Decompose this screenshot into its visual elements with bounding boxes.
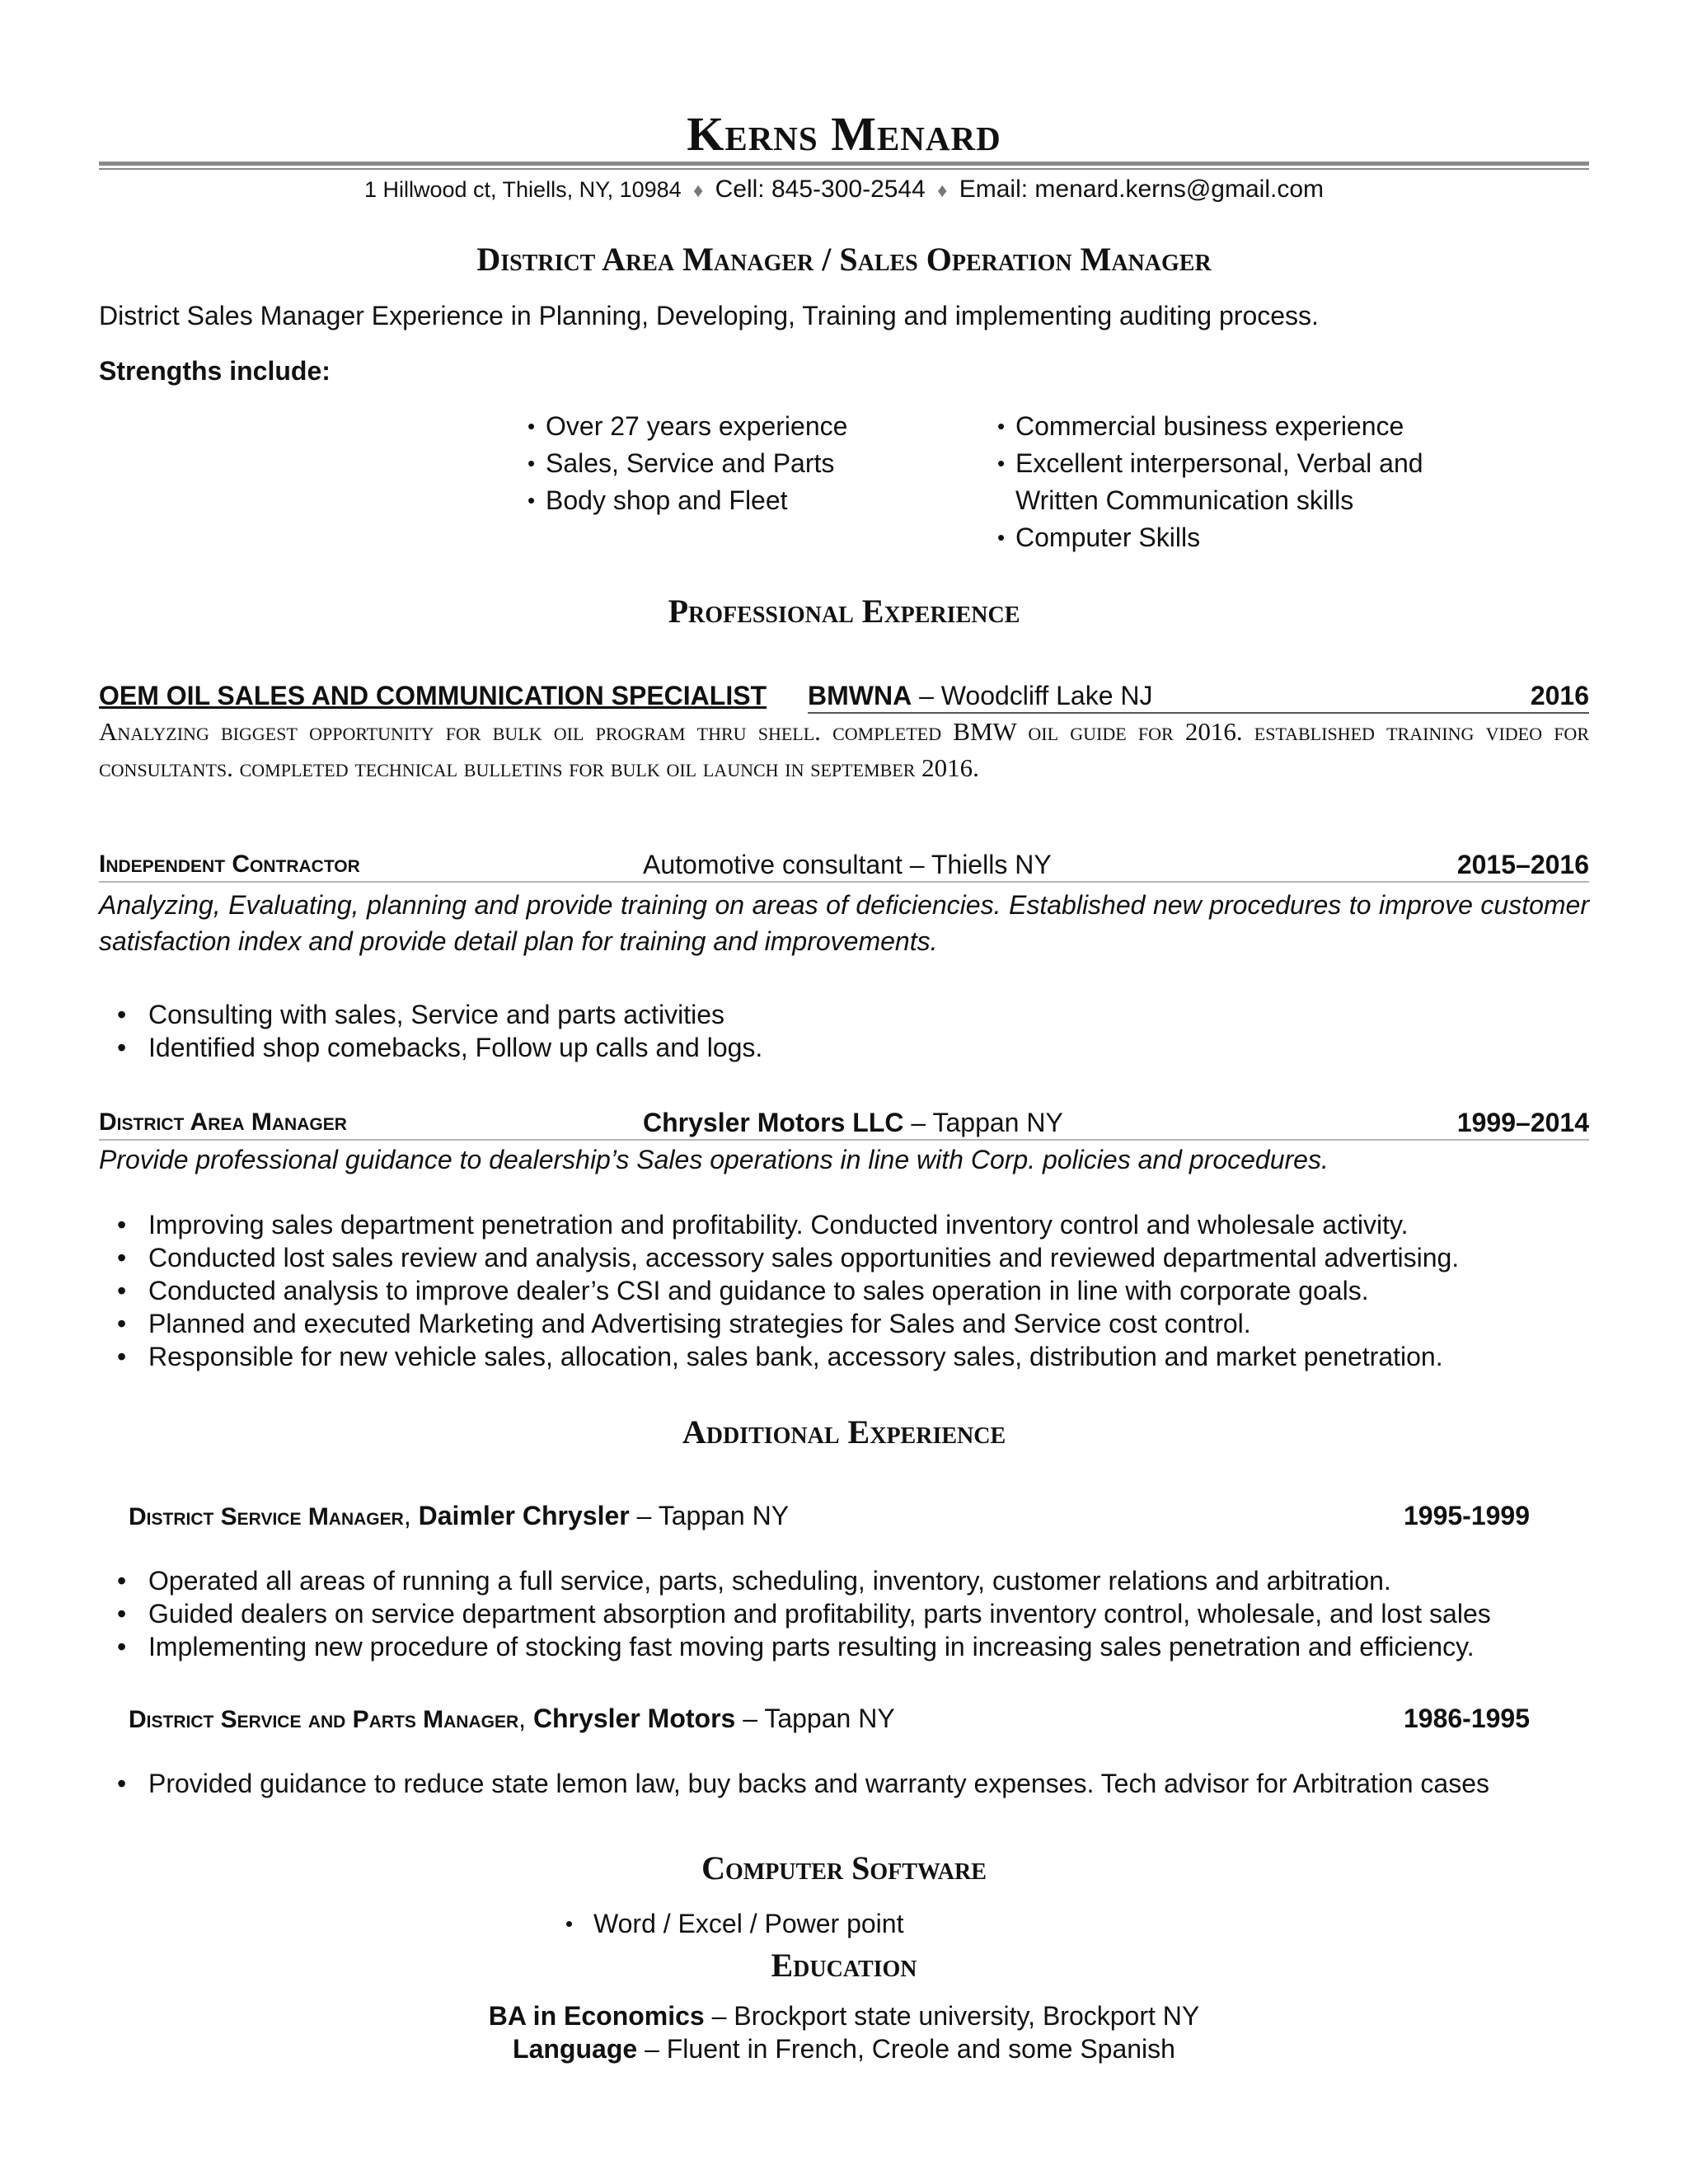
strengths-left-list xyxy=(528,408,847,519)
languages: – Fluent in French, Creole and some Spanish xyxy=(637,2034,1175,2064)
list-item: • Responsible for new vehicle sales, allocation, sales bank, accessory sales, distribution and market penetration. xyxy=(148,1340,1589,1373)
list-item: • Sales, Service and Parts xyxy=(528,445,847,482)
education-language xyxy=(99,2032,1589,2065)
list-item: • Guided dealers on service department absorption and profitability, parts inventory control, wholesale, and lost sales xyxy=(148,1597,1589,1630)
job-title: Independent Contractor xyxy=(99,851,360,878)
job-location: – Tappan NY xyxy=(629,1501,790,1530)
objective-title: District Area Manager / Sales Operation Manager xyxy=(476,241,1212,278)
list-item: • Implementing new procedure of stocking fast moving parts resulting in increasing sales penetration and efficiency. xyxy=(148,1630,1589,1663)
job-years: 1995-1999 xyxy=(1403,1501,1530,1530)
header-rule xyxy=(99,162,1589,166)
job-header xyxy=(99,677,1589,714)
job-years: 2015–2016 xyxy=(1456,850,1589,879)
job-description: Analyzing, Evaluating, planning and provide training on areas of deficiencies. Established new procedures to improve customer satisfaction index and provide detail plan for training and improvements. xyxy=(99,890,1589,956)
contact-line xyxy=(99,173,1589,208)
job-title: District Area Manager xyxy=(99,1108,347,1136)
list-item: • Excellent interpersonal, Verbal and xyxy=(997,445,1423,482)
list-item: • Planned and executed Marketing and Advertising strategies for Sales and Service cost control. xyxy=(148,1307,1589,1340)
resume-page xyxy=(99,0,1589,2184)
list-item: • Identified shop comebacks, Follow up calls and logs. xyxy=(148,1031,1589,1064)
job-header xyxy=(99,846,1589,883)
education-title: Education xyxy=(771,1947,917,1984)
address: 1 Hillwood ct, Thiells, NY, 10984 xyxy=(363,177,682,202)
list-item: • Body shop and Fleet xyxy=(528,482,847,519)
diamond-separator-icon: ♦ xyxy=(693,180,704,202)
software-title: Computer Software xyxy=(701,1849,987,1886)
email: Email: menard.kerns@gmail.com xyxy=(959,176,1325,203)
cell-phone: Cell: 845-300-2544 xyxy=(715,176,926,203)
school: – Brockport state university, Brockport NY xyxy=(704,2001,1200,2031)
list-item: • Consulting with sales, Service and parts activities xyxy=(148,998,1589,1031)
additional-title: Additional Experience xyxy=(682,1413,1006,1451)
job-header-rule xyxy=(99,1139,1589,1141)
degree: BA in Economics xyxy=(488,2001,705,2031)
job-years: 1986-1995 xyxy=(1403,1704,1530,1733)
job-title: District Service Manager xyxy=(129,1503,404,1530)
candidate-name: Kerns Menard xyxy=(687,107,1001,161)
job-header xyxy=(99,1104,1589,1141)
experience-title: Professional Experience xyxy=(668,593,1020,630)
job-company: Chrysler Motors xyxy=(532,1704,736,1733)
education-degree xyxy=(99,1999,1589,2032)
job-header: District Service and Parts Manager, Chrysler Motors – Tappan NY 1986-1995 xyxy=(129,1700,1530,1736)
job-bullets xyxy=(148,1767,1589,1800)
job-company: Chrysler Motors LLC – Tappan NY xyxy=(643,1108,1063,1137)
job-title: OEM OIL SALES AND COMMUNICATION SPECIALIST xyxy=(99,681,767,710)
job-header: District Service Manager, Daimler Chrysler – Tappan NY 1995-1999 xyxy=(129,1497,1530,1534)
list-item: • Commercial business experience xyxy=(997,408,1423,445)
strengths-right-list xyxy=(997,408,1423,556)
diamond-separator-icon: ♦ xyxy=(937,180,948,202)
job-title: District Service and Parts Manager xyxy=(129,1706,519,1733)
list-item: • Improving sales department penetration and profitability. Conducted inventory control and wholesale activity. xyxy=(148,1208,1589,1241)
job-description: Provide professional guidance to dealership’s Sales operations in line with Corp. policies and procedures. xyxy=(99,1145,1329,1174)
list-item: • Over 27 years experience xyxy=(528,408,847,445)
list-item: • Conducted lost sales review and analysis, accessory sales opportunities and reviewed departmental advertising. xyxy=(148,1241,1589,1274)
strengths-label: Strengths include: xyxy=(99,356,331,386)
list-item: • Computer Skills xyxy=(997,519,1423,556)
job-location: – Tappan NY xyxy=(735,1704,895,1733)
job-bullets xyxy=(148,998,1589,1064)
job-years: 2016 xyxy=(1530,681,1589,710)
job-header-rule xyxy=(99,881,1589,883)
job-years: 1999–2014 xyxy=(1456,1108,1589,1137)
summary: District Sales Manager Experience in Planning, Developing, Training and implementing auditing process. xyxy=(99,301,1319,330)
software-item: • Word / Excel / Power point xyxy=(593,1905,903,1942)
language-label: Language xyxy=(513,2034,638,2064)
list-item-continuation: Written Communication skills xyxy=(1015,485,1354,515)
job-company: Daimler Chrysler xyxy=(418,1501,630,1530)
job-company: BMWNA – Woodcliff Lake NJ xyxy=(808,681,1153,710)
job-bullets xyxy=(148,1208,1589,1373)
list-item: • Conducted analysis to improve dealer’s CSI and guidance to sales operation in line with corporate goals. xyxy=(148,1274,1589,1307)
job-company: Automotive consultant – Thiells NY xyxy=(643,850,1052,879)
header-rule-thin xyxy=(99,168,1589,170)
job-bullets xyxy=(148,1564,1589,1663)
job-description: Analyzing biggest opportunity for bulk oil program thru shell. completed BMW oil guide for 2016. established training video for consultants. completed technical bulletins for bulk oil launch in september 2016. xyxy=(99,717,1589,782)
list-item: • Provided guidance to reduce state lemon law, buy backs and warranty expenses. Tech advisor for Arbitration cases xyxy=(148,1767,1589,1800)
list-item: • Operated all areas of running a full service, parts, scheduling, inventory, customer relations and arbitration. xyxy=(148,1564,1589,1597)
